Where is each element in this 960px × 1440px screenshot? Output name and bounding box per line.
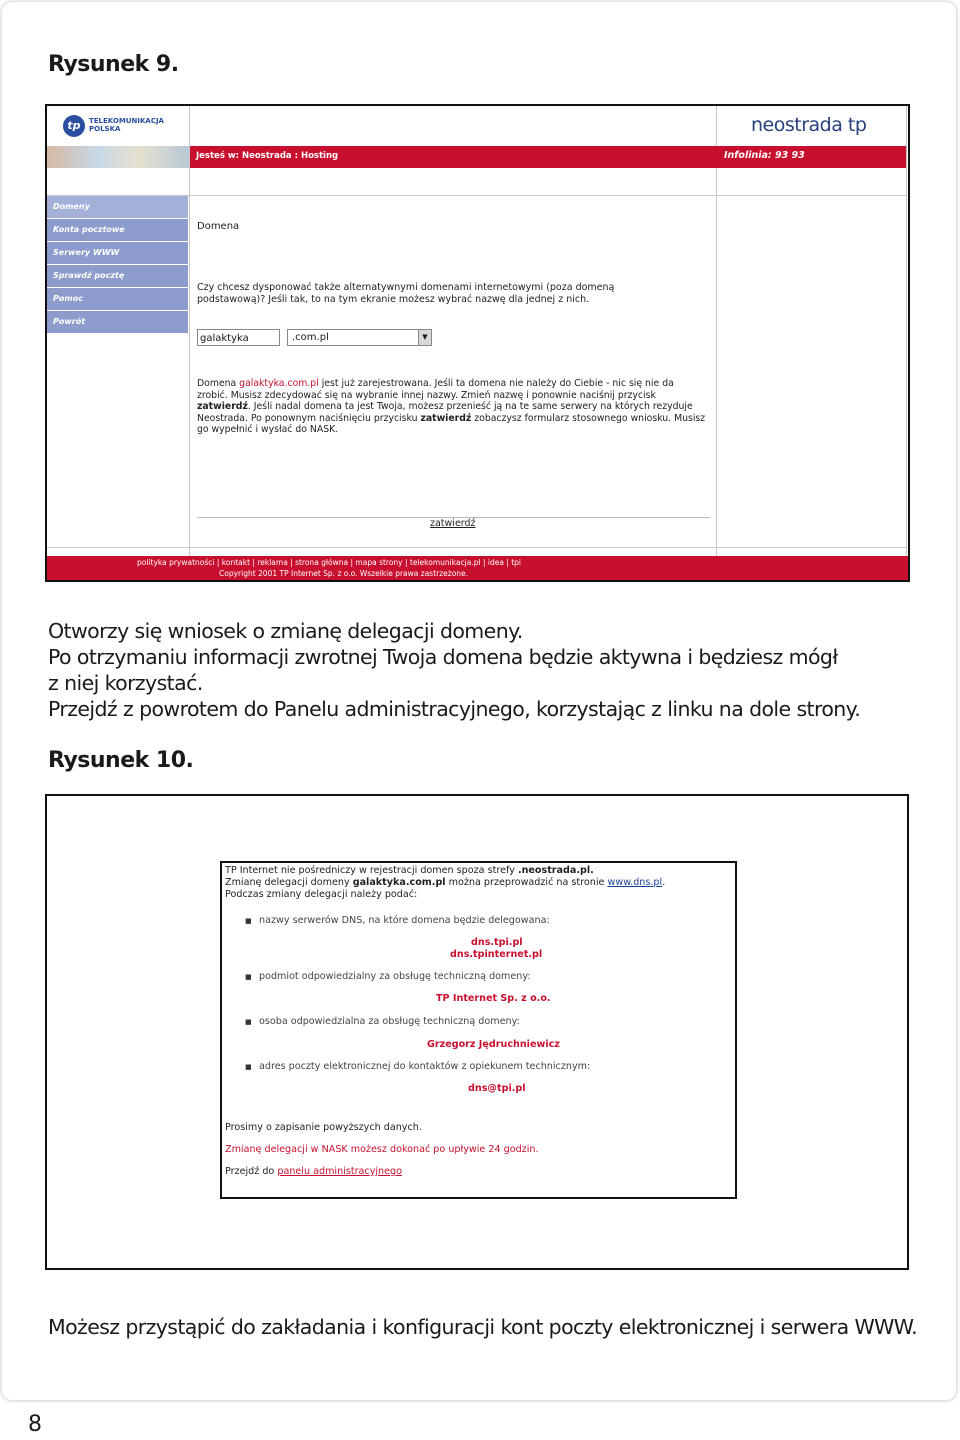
msg-part3: zobaczysz formularz stosownego wniosku. Musisz go wypełnić i wysłać do NASK. <box>197 412 706 436</box>
list-item: ■ nazwy serwerów DNS, na które domena będzie delegowana: <box>259 915 550 926</box>
menu-item-konta-pocztowe[interactable]: Konta pocztowe <box>47 219 188 241</box>
footer-links[interactable]: polityka prywatności | kontakt | reklama | strona główna | mapa strony | telekomunikacja.pl | idea | tpi <box>137 558 521 567</box>
dns-server-1: dns.tpi.pl <box>471 937 523 948</box>
msg-prefix: Domena <box>197 378 240 389</box>
intro2-d: . <box>662 877 666 888</box>
breadcrumb: Jesteś w: Neostrada : Hosting <box>196 151 339 161</box>
body-line-2: Po otrzymaniu informacji zwrotnej Twoja domena będzie aktywna i będziesz mógł <box>48 645 838 669</box>
menu-item-powrot[interactable]: Powrót <box>47 311 188 333</box>
delegation-panel <box>220 861 737 1199</box>
tech-company: TP Internet Sp. z o.o. <box>436 993 551 1004</box>
dns-server-2: dns.tpinternet.pl <box>450 949 543 960</box>
divider <box>47 547 906 548</box>
divider <box>716 106 717 556</box>
goto-prefix: Przejdź do <box>225 1166 278 1177</box>
domain-suffix-value: .com.pl <box>292 332 329 343</box>
dns-pl-link[interactable]: www.dns.pl <box>607 877 663 888</box>
logo-line2: POLSKA <box>89 125 121 133</box>
intro-line-3: Podczas zmiany delegacji należy podać: <box>225 889 418 900</box>
intro2-b: galaktyka.com.pl <box>352 877 446 888</box>
intro2-a: Zmianę delegacji domeny <box>225 877 353 888</box>
logo-line1: TELEKOMUNIKACJA <box>89 117 164 125</box>
question-text: Czy chcesz dysponować także alternatywnymi domenami internetowymi (poza domeną podstawową)? Jeśli tak, to na tym ekranie możesz wybrać nazwę dla jednej z nich. <box>197 282 615 305</box>
menu-item-sprawdz-poczte[interactable]: Sprawdź pocztę <box>47 265 188 287</box>
body-line-4: Przejdź z powrotem do Panelu administracyjnego, korzystając z linku na dole strony. <box>48 697 861 721</box>
menu-item-serwery-www[interactable]: Serwery WWW <box>47 242 188 264</box>
intro1-a: TP Internet nie pośredniczy w rejestracji domen spoza strefy <box>225 865 518 876</box>
nask-note: Zmianę delegacji w NASK możesz dokonać po upływie 24 godzin. <box>225 1144 539 1155</box>
divider <box>906 106 907 556</box>
page-number: 8 <box>28 1412 42 1437</box>
header-bar <box>190 146 906 168</box>
domain-suffix-select[interactable] <box>287 329 432 346</box>
figure-9-caption: Rysunek 9. <box>48 52 179 77</box>
body-line-1: Otworzy się wniosek o zmianę delegacji domeny. <box>48 619 523 643</box>
menu-item-domeny[interactable]: Domeny <box>47 196 188 218</box>
header-photo <box>47 146 189 168</box>
msg-confirm2: zatwierdź <box>420 412 472 424</box>
sidebar-menu <box>47 196 188 334</box>
footer-copyright: Copyright 2001 TP Internet Sp. z o.o. Wszelkie prawa zastrzeżone. <box>219 569 469 578</box>
tp-logo-text <box>89 117 164 133</box>
admin-panel-link[interactable]: panelu administracyjnego <box>277 1166 402 1177</box>
msg-domain: galaktyka.com.pl <box>239 378 319 389</box>
divider <box>189 106 190 556</box>
save-note: Prosimy o zapisanie powyższych danych. <box>225 1122 422 1133</box>
menu-item-pomoc[interactable]: Pomoc <box>47 288 188 310</box>
neostrada-logo[interactable]: neostrada tp <box>751 114 867 136</box>
tech-person: Grzegorz Jędruchniewicz <box>427 1039 560 1050</box>
submit-link[interactable]: zatwierdź <box>430 518 476 529</box>
intro-line-1 <box>225 865 594 876</box>
msg-confirm1: zatwierdź <box>197 401 248 413</box>
list-item: ■ adres poczty elektronicznej do kontaktów z opiekunem technicznym: <box>259 1061 590 1072</box>
intro1-b: .neostrada.pl. <box>517 865 594 876</box>
figure-10-screenshot <box>45 794 909 1270</box>
tech-email: dns@tpi.pl <box>468 1083 526 1094</box>
tp-logo-badge-icon: tp <box>63 115 85 137</box>
body-line-3: z niej korzystać. <box>48 671 203 695</box>
list-item: ■ podmiot odpowiedzialny za obsługę techniczną domeny: <box>259 971 531 982</box>
figure-10-caption: Rysunek 10. <box>48 748 194 773</box>
infolinia: Infolinia: 93 93 <box>724 150 805 161</box>
tp-logo[interactable] <box>47 106 189 146</box>
domain-name-input[interactable]: galaktyka <box>197 329 280 346</box>
closing-text: Możesz przystąpić do zakładania i konfiguracji kont poczty elektronicznej i serwera WWW. <box>48 1315 918 1339</box>
list-item: ■ osoba odpowiedzialna za obsługę techniczną domeny: <box>259 1016 520 1027</box>
figure-9-screenshot <box>45 104 910 582</box>
section-title: Domena <box>197 221 240 232</box>
goto-line <box>225 1166 402 1177</box>
intro2-c: można przeprowadzić na stronie <box>445 877 608 888</box>
msg-part1: jest już zarejestrowana. Jeśli ta domena nie należy do Ciebie - nic się nie da zrobić. Musisz zdecydować się na wybranie innej nazwy. Zmień nazwę i ponownie naciśnij przycisk <box>197 378 674 401</box>
status-message <box>197 378 707 436</box>
intro-line-2 <box>225 877 665 888</box>
msg-part2: . Jeśli nadal domena ta jest Twoja, możesz przenieść ją na te same serwery na których rezyduje Neostrada. Po ponownym naciśnięciu przycisku <box>197 401 693 424</box>
chevron-down-icon[interactable]: ▼ <box>418 330 431 345</box>
footer-bar <box>47 556 908 580</box>
